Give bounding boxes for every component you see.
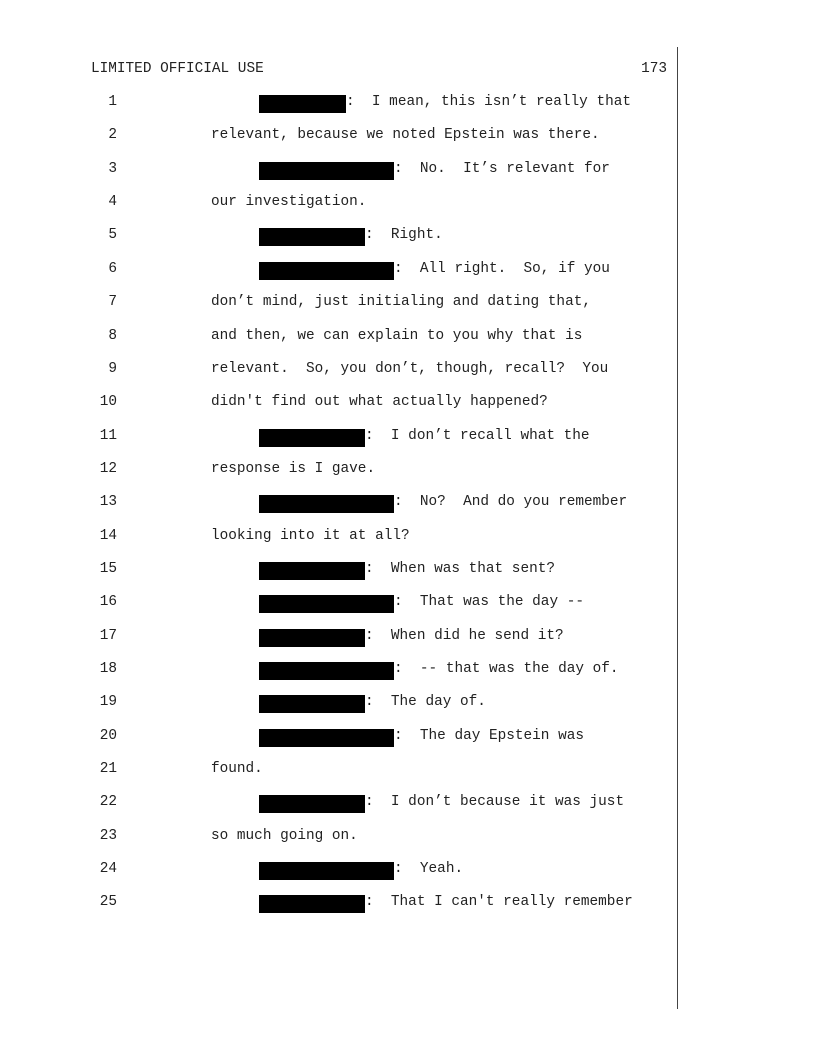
continuation-text: didn't find out what actually happened? <box>211 394 548 411</box>
line-number: 21 <box>99 761 117 777</box>
speaker-statement: : That I can't really remember <box>365 894 633 911</box>
redacted-speaker-name <box>259 95 346 113</box>
transcript-line <box>0 394 816 414</box>
redacted-speaker-name <box>259 895 365 913</box>
transcript-line <box>0 428 816 448</box>
line-number: 11 <box>99 427 117 444</box>
redacted-speaker-name <box>259 495 394 513</box>
line-number: 17 <box>99 627 117 644</box>
transcript-line <box>0 561 816 581</box>
line-number: 9 <box>108 360 117 377</box>
transcript-line <box>0 261 816 281</box>
speaker-statement: : No. It’s relevant for <box>394 160 610 177</box>
speaker-statement: : I don’t because it was just <box>365 794 625 811</box>
redacted-speaker-name <box>259 162 394 180</box>
speaker-statement: : -- that was the day of. <box>394 661 619 677</box>
line-number: 12 <box>99 460 117 477</box>
transcript-line <box>0 328 816 348</box>
line-number: 23 <box>99 827 117 844</box>
transcript-line <box>0 161 816 181</box>
redacted-speaker-name <box>259 429 365 447</box>
redacted-speaker-name <box>259 629 365 647</box>
continuation-text: response is I gave. <box>211 460 376 477</box>
redacted-speaker-name <box>259 795 365 813</box>
line-number: 19 <box>99 694 117 711</box>
speaker-statement: : When was that sent? <box>365 560 555 577</box>
transcript-line <box>0 894 816 914</box>
line-number: 20 <box>99 727 117 744</box>
transcript-line <box>0 461 816 481</box>
speaker-statement: : I mean, this isn’t really that <box>346 94 631 110</box>
transcript-line <box>0 361 816 381</box>
line-number: 14 <box>99 527 117 544</box>
speaker-statement: : The day Epstein was <box>394 727 584 744</box>
transcript-line <box>0 227 816 247</box>
redacted-speaker-name <box>259 562 365 580</box>
transcript-line <box>0 127 816 147</box>
transcript-line <box>0 828 816 848</box>
redacted-speaker-name <box>259 662 394 680</box>
line-number: 8 <box>108 327 117 344</box>
speaker-statement: : Right. <box>365 227 443 244</box>
line-number: 7 <box>108 294 117 311</box>
redacted-speaker-name <box>259 729 394 747</box>
transcript-line <box>0 661 816 681</box>
speaker-statement: : I don’t recall what the <box>365 427 590 444</box>
redacted-speaker-name <box>259 595 394 613</box>
line-number: 16 <box>99 594 117 611</box>
continuation-text: looking into it at all? <box>211 527 410 544</box>
line-number: 22 <box>99 794 117 811</box>
continuation-text: our investigation. <box>211 194 367 211</box>
speaker-statement: : That was the day -- <box>394 594 584 611</box>
transcript-line <box>0 628 816 648</box>
transcript-line <box>0 494 816 514</box>
transcript-line <box>0 94 816 114</box>
speaker-statement: : The day of. <box>365 694 486 711</box>
line-number: 13 <box>99 494 117 511</box>
transcript-line <box>0 728 816 748</box>
transcript-line <box>0 861 816 881</box>
transcript-line <box>0 694 816 714</box>
line-number: 3 <box>108 160 117 177</box>
speaker-statement: : When did he send it? <box>365 627 564 644</box>
line-number: 10 <box>99 394 117 411</box>
line-number: 24 <box>99 861 117 878</box>
continuation-text: so much going on. <box>211 827 358 844</box>
line-number: 4 <box>108 194 117 211</box>
speaker-statement: : All right. So, if you <box>394 260 610 277</box>
line-number: 2 <box>108 127 117 144</box>
line-number: 6 <box>108 260 117 277</box>
speaker-statement: : No? And do you remember <box>394 494 628 511</box>
page-number: 173 <box>641 61 667 77</box>
redacted-speaker-name <box>259 695 365 713</box>
continuation-text: and then, we can explain to you why that is <box>211 327 583 344</box>
transcript-line <box>0 294 816 314</box>
continuation-text: don’t mind, just initialing and dating that, <box>211 294 591 311</box>
redacted-speaker-name <box>259 262 394 280</box>
transcript-line <box>0 794 816 814</box>
continuation-text: relevant, because we noted Epstein was there. <box>211 127 600 144</box>
continuation-text: found. <box>211 761 263 777</box>
line-number: 18 <box>99 661 117 677</box>
line-number: 5 <box>108 227 117 244</box>
transcript-line <box>0 194 816 214</box>
redacted-speaker-name <box>259 228 365 246</box>
line-number: 15 <box>99 560 117 577</box>
classification-header: LIMITED OFFICIAL USE <box>91 61 264 77</box>
transcript-line <box>0 528 816 548</box>
transcript-line <box>0 761 816 781</box>
speaker-statement: : Yeah. <box>394 861 464 878</box>
redacted-speaker-name <box>259 862 394 880</box>
transcript-line <box>0 594 816 614</box>
line-number: 25 <box>99 894 117 911</box>
continuation-text: relevant. So, you don’t, though, recall? You <box>211 360 609 377</box>
line-number: 1 <box>108 94 117 110</box>
